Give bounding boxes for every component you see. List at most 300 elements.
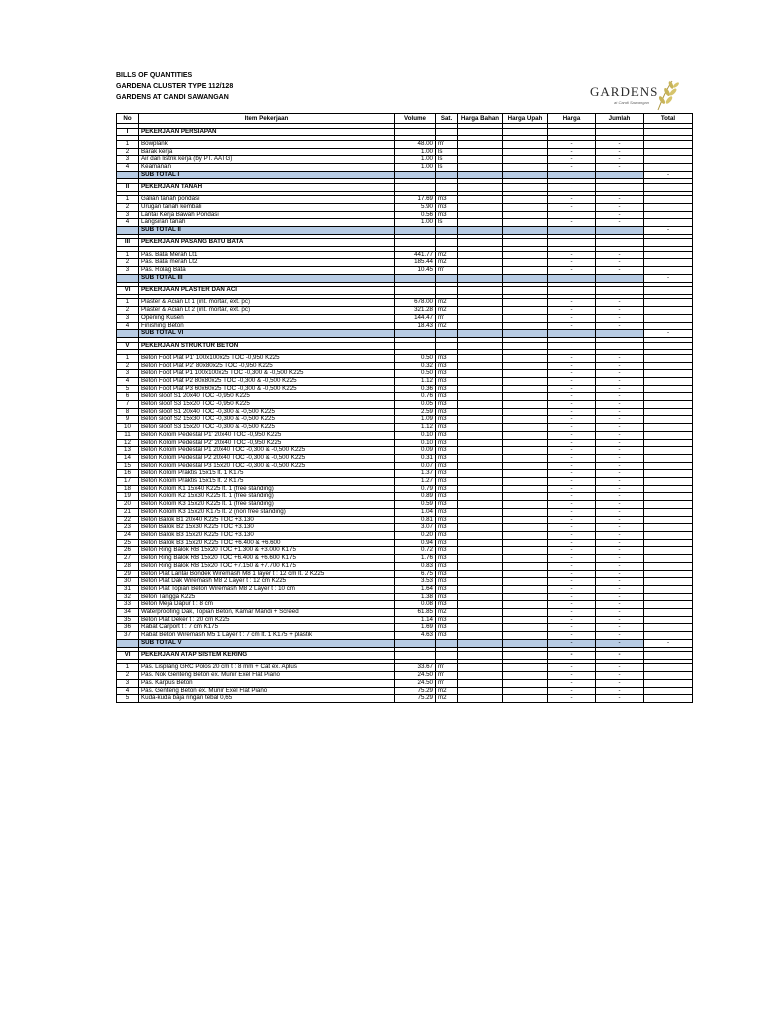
cell-harga: - [548, 652, 596, 660]
cell-jumlah: - [596, 562, 644, 570]
table-row [117, 593, 693, 601]
cell-total [644, 508, 693, 516]
cell-item: SUB TOTAL V [139, 639, 395, 647]
cell-jumlah: - [596, 624, 644, 632]
cell-harga [548, 128, 596, 136]
cell-hb [458, 462, 503, 470]
table-row [117, 578, 693, 586]
cell-harga: - [548, 322, 596, 330]
cell-hb [458, 148, 503, 156]
cell-vol: 0.50 [395, 354, 436, 362]
cell-vol [395, 239, 436, 247]
cell-jumlah: - [596, 664, 644, 672]
cell-hb [458, 259, 503, 267]
cell-no: 3 [117, 156, 139, 164]
cell-hu [503, 354, 548, 362]
cell-hu [503, 307, 548, 315]
cell-total [644, 431, 693, 439]
cell-hu [503, 164, 548, 172]
cell-vol: 0.36 [395, 385, 436, 393]
doc-location: GARDENS AT CANDI SAWANGAN [116, 94, 229, 101]
section-row [117, 652, 693, 660]
cell-total [644, 585, 693, 593]
cell-harga: - [548, 616, 596, 624]
cell-hu [503, 239, 548, 247]
table-row [117, 439, 693, 447]
cell-no [117, 330, 139, 338]
cell-vol [395, 128, 436, 136]
cell-harga [548, 171, 596, 179]
cell-item: PEKERJAAN PERSIAPAN [139, 128, 395, 136]
cell-item: Barak kerja [139, 148, 395, 156]
cell-vol: 1.04 [395, 508, 436, 516]
cell-no: I [117, 128, 139, 136]
cell-sat: m' [436, 314, 458, 322]
cell-jumlah: - [596, 508, 644, 516]
table-row [117, 664, 693, 672]
cell-jumlah: - [596, 211, 644, 219]
cell-item: Beton Kolom K1 15x40 K225 lt. 1 (free standing) [139, 485, 395, 493]
cell-jumlah: - [596, 251, 644, 259]
cell-no: 1 [117, 664, 139, 672]
cell-hu [503, 439, 548, 447]
table-row [117, 393, 693, 401]
cell-total [644, 439, 693, 447]
cell-sat: m3 [436, 211, 458, 219]
cell-item: Waterproofing Dak, Topian Beton, Kamar Mandi + Screed [139, 609, 395, 617]
cell-sat: m3 [436, 462, 458, 470]
cell-no: 21 [117, 508, 139, 516]
cell-item: Pas. Rolag Bata [139, 267, 395, 275]
cell-sat [436, 227, 458, 235]
cell-no: 1 [117, 140, 139, 148]
cell-hu [503, 227, 548, 235]
cell-no: 2 [117, 148, 139, 156]
cell-sat: ls [436, 219, 458, 227]
cell-hb [458, 454, 503, 462]
cell-jumlah: - [596, 140, 644, 148]
cell-harga: - [548, 439, 596, 447]
cell-no: 9 [117, 416, 139, 424]
cell-sat [436, 184, 458, 192]
cell-vol: 321.28 [395, 307, 436, 315]
cell-item: Beton Meja Dapur t : 8 cm [139, 601, 395, 609]
cell-hb [458, 140, 503, 148]
cell-jumlah: - [596, 454, 644, 462]
cell-hu [503, 342, 548, 350]
cell-total [644, 408, 693, 416]
cell-item: Beton Kolom Pedestal P2 20x40 TOC -0,300 & -0,500 K225 [139, 454, 395, 462]
cell-hb [458, 501, 503, 509]
cell-item: SUB TOTAL III [139, 274, 395, 282]
cell-no: 3 [117, 370, 139, 378]
cell-sat: m3 [436, 616, 458, 624]
cell-harga: - [548, 555, 596, 563]
cell-hb [458, 431, 503, 439]
cell-total [644, 478, 693, 486]
cell-vol: 0.76 [395, 393, 436, 401]
table-row [117, 462, 693, 470]
cell-vol: 1.12 [395, 424, 436, 432]
cell-vol: 0.09 [395, 447, 436, 455]
cell-vol: 0.83 [395, 562, 436, 570]
cell-hu [503, 128, 548, 136]
cell-hu [503, 664, 548, 672]
cell-no: 16 [117, 470, 139, 478]
cell-vol: 0.07 [395, 462, 436, 470]
cell-jumlah [596, 342, 644, 350]
cell-total [644, 211, 693, 219]
cell-hu [503, 652, 548, 660]
cell-harga: - [548, 416, 596, 424]
cell-total [644, 377, 693, 385]
cell-jumlah: - [596, 652, 644, 660]
cell-vol: 61.85 [395, 609, 436, 617]
cell-sat: m3 [436, 593, 458, 601]
cell-hb [458, 470, 503, 478]
cell-sat: m3 [436, 562, 458, 570]
cell-item: Rabat Beton Wiremash M5 1 Layer t : 7 cm lt. 1 K175 + plastik [139, 632, 395, 640]
cell-item: Plaster & Acian Lt 1 (int. mortar, ext. pc) [139, 299, 395, 307]
cell-hu [503, 377, 548, 385]
cell-hu [503, 204, 548, 212]
cell-hb [458, 377, 503, 385]
cell-no: 7 [117, 401, 139, 409]
cell-jumlah [596, 287, 644, 295]
cell-harga: - [548, 562, 596, 570]
cell-item: Beton sloof S1 20x40 TOC -0,300 & -0,500 K225 [139, 408, 395, 416]
cell-hb [458, 211, 503, 219]
cell-vol [395, 227, 436, 235]
cell-jumlah: - [596, 307, 644, 315]
cell-total [644, 370, 693, 378]
cell-item: Beton Kolom Pedestal P1' 20x40 TOC -0,950 K225 [139, 431, 395, 439]
cell-hb [458, 555, 503, 563]
cell-hu [503, 624, 548, 632]
cell-harga: - [548, 447, 596, 455]
cell-jumlah: - [596, 424, 644, 432]
cell-sat: m3 [436, 393, 458, 401]
cell-total [644, 196, 693, 204]
cell-hu [503, 462, 548, 470]
cell-sat [436, 239, 458, 247]
cell-hu [503, 184, 548, 192]
cell-hu [503, 251, 548, 259]
cell-sat: m3 [436, 485, 458, 493]
cell-sat [436, 287, 458, 295]
cell-hb [458, 570, 503, 578]
cell-item: PEKERJAAN PLASTER DAN ACI [139, 287, 395, 295]
cell-no: 1 [117, 196, 139, 204]
cell-jumlah: - [596, 570, 644, 578]
cell-no: 13 [117, 447, 139, 455]
cell-harga: - [548, 632, 596, 640]
cell-item: Beton Kolom Praktis 15x15 lt. 1 K175 [139, 470, 395, 478]
cell-sat: m3 [436, 478, 458, 486]
cell-jumlah: - [596, 354, 644, 362]
cell-hu [503, 299, 548, 307]
cell-jumlah: - [596, 416, 644, 424]
cell-harga [548, 274, 596, 282]
table-row [117, 524, 693, 532]
cell-sat: m3 [436, 547, 458, 555]
cell-harga: - [548, 251, 596, 259]
cell-jumlah: - [596, 555, 644, 563]
cell-no: 22 [117, 516, 139, 524]
cell-harga: - [548, 314, 596, 322]
cell-hb [458, 370, 503, 378]
cell-hu [503, 424, 548, 432]
cell-hu [503, 287, 548, 295]
cell-vol: 24.50 [395, 672, 436, 680]
cell-total [644, 485, 693, 493]
cell-sat: m' [436, 267, 458, 275]
cell-no: 4 [117, 687, 139, 695]
cell-item: Kuda-kuda baja ringan tebal 0,65 [139, 695, 395, 703]
cell-vol [395, 274, 436, 282]
cell-harga: - [548, 354, 596, 362]
logo-name: GARDENS [590, 84, 659, 99]
cell-item: Beton Kolom Praktis 15x15 lt. 2 K175 [139, 478, 395, 486]
table-row [117, 679, 693, 687]
cell-harga: - [548, 140, 596, 148]
table-row [117, 585, 693, 593]
col-item: Item Pekerjaan [139, 114, 395, 124]
cell-item: Pas. Karpus Beton [139, 679, 395, 687]
cell-harga: - [548, 672, 596, 680]
cell-sat: m3 [436, 501, 458, 509]
cell-item: PEKERJAAN TANAH [139, 184, 395, 192]
section-row [117, 342, 693, 350]
cell-no: 5 [117, 385, 139, 393]
cell-item: Rabat Carport t : 7 cm K175 [139, 624, 395, 632]
cell-vol: 1.27 [395, 478, 436, 486]
cell-no: 24 [117, 531, 139, 539]
section-row [117, 239, 693, 247]
cell-harga [548, 287, 596, 295]
cell-vol: 75.29 [395, 695, 436, 703]
cell-no: 2 [117, 259, 139, 267]
cell-total [644, 140, 693, 148]
table-row [117, 508, 693, 516]
cell-jumlah: - [596, 585, 644, 593]
cell-item: Galian tanah pondasi [139, 196, 395, 204]
cell-sat: m3 [436, 454, 458, 462]
cell-harga: - [548, 196, 596, 204]
cell-sat: m2 [436, 259, 458, 267]
cell-vol: 75.29 [395, 687, 436, 695]
cell-sat: m3 [436, 524, 458, 532]
cell-no: 33 [117, 601, 139, 609]
cell-hu [503, 485, 548, 493]
cell-harga: - [548, 585, 596, 593]
cell-hb [458, 156, 503, 164]
cell-vol: 1.69 [395, 624, 436, 632]
table-row [117, 385, 693, 393]
cell-hb [458, 204, 503, 212]
cell-hb [458, 314, 503, 322]
cell-sat: m3 [436, 539, 458, 547]
cell-harga: - [548, 424, 596, 432]
cell-vol: 18.43 [395, 322, 436, 330]
cell-hb [458, 128, 503, 136]
cell-item: Beton Balok B3 15x20 K225 TOC +3.130 [139, 531, 395, 539]
cell-sat: m3 [436, 555, 458, 563]
cell-item: PEKERJAAN STRUKTUR BETON [139, 342, 395, 350]
cell-harga: - [548, 570, 596, 578]
cell-no: 18 [117, 485, 139, 493]
cell-sat: m3 [436, 204, 458, 212]
cell-sat: m3 [436, 493, 458, 501]
cell-harga: - [548, 408, 596, 416]
cell-total [644, 501, 693, 509]
cell-total [644, 267, 693, 275]
cell-no [117, 274, 139, 282]
cell-hu [503, 524, 548, 532]
cell-no: 15 [117, 462, 139, 470]
cell-hb [458, 562, 503, 570]
cell-no: VI [117, 287, 139, 295]
cell-vol: 1.00 [395, 164, 436, 172]
table-row [117, 377, 693, 385]
cell-vol: 0.08 [395, 601, 436, 609]
cell-sat: m2 [436, 609, 458, 617]
cell-no: 27 [117, 555, 139, 563]
cell-item: Beton Kolom Pedestal P3 15x20 TOC -0,300 & -0,500 K225 [139, 462, 395, 470]
cell-hb [458, 695, 503, 703]
table-row [117, 547, 693, 555]
cell-vol: 0.94 [395, 539, 436, 547]
cell-jumlah: - [596, 501, 644, 509]
cell-harga: - [548, 267, 596, 275]
cell-vol [395, 330, 436, 338]
table-row [117, 322, 693, 330]
cell-jumlah: - [596, 322, 644, 330]
col-volume: Volume [395, 114, 436, 124]
cell-hb [458, 287, 503, 295]
table-row [117, 454, 693, 462]
cell-item: Beton Kolom K3 15x20 K175 lt. 2 (non free standing) [139, 508, 395, 516]
table-row [117, 424, 693, 432]
cell-harga: - [548, 204, 596, 212]
table-row [117, 562, 693, 570]
cell-total [644, 148, 693, 156]
cell-jumlah: - [596, 470, 644, 478]
cell-vol: 1.38 [395, 593, 436, 601]
cell-item: Beton sloof S1 20x40 TOC -0,950 K225 [139, 393, 395, 401]
table-row [117, 401, 693, 409]
cell-item: SUB TOTAL VI [139, 330, 395, 338]
table-row [117, 314, 693, 322]
cell-sat [436, 652, 458, 660]
table-row [117, 616, 693, 624]
cell-item: Beton Plat Dak Wiremash M8 2 Layer t : 12 cm K225 [139, 578, 395, 586]
cell-item: Beton Kolom K2 15x30 K225 lt. 1 (free standing) [139, 493, 395, 501]
cell-hu [503, 695, 548, 703]
cell-no: 32 [117, 593, 139, 601]
cell-hb [458, 485, 503, 493]
cell-hb [458, 679, 503, 687]
cell-hu [503, 508, 548, 516]
cell-item: Pas. Genteng Beton ex. Munir Exel Flat Piano [139, 687, 395, 695]
cell-jumlah: - [596, 578, 644, 586]
cell-jumlah: - [596, 156, 644, 164]
cell-vol: 0.10 [395, 439, 436, 447]
cell-total: - [644, 227, 693, 235]
subtotal-row [117, 330, 693, 338]
cell-hb [458, 687, 503, 695]
cell-vol: 0.32 [395, 362, 436, 370]
cell-hu [503, 578, 548, 586]
cell-hu [503, 687, 548, 695]
cell-vol: 5.90 [395, 204, 436, 212]
col-amount: Jumlah [596, 114, 644, 124]
cell-total [644, 342, 693, 350]
cell-jumlah: - [596, 447, 644, 455]
cell-sat: m3 [436, 354, 458, 362]
cell-no: VI [117, 652, 139, 660]
cell-sat [436, 342, 458, 350]
cell-harga: - [548, 531, 596, 539]
table-row [117, 307, 693, 315]
cell-hu [503, 639, 548, 647]
cell-vol: 1.12 [395, 377, 436, 385]
cell-vol: 10.45 [395, 267, 436, 275]
cell-total [644, 624, 693, 632]
cell-sat [436, 274, 458, 282]
cell-hb [458, 632, 503, 640]
doc-project: GARDENA CLUSTER TYPE 112/128 [116, 83, 234, 90]
cell-vol [395, 184, 436, 192]
cell-jumlah [596, 171, 644, 179]
cell-hu [503, 322, 548, 330]
cell-hb [458, 524, 503, 532]
cell-jumlah: - [596, 485, 644, 493]
cell-total [644, 416, 693, 424]
cell-harga: - [548, 516, 596, 524]
cell-item: Finishing Beton [139, 322, 395, 330]
cell-hu [503, 447, 548, 455]
cell-hu [503, 555, 548, 563]
cell-item: PEKERJAAN ATAP SISTEM KERING [139, 652, 395, 660]
cell-hu [503, 570, 548, 578]
cell-item: SUB TOTAL II [139, 227, 395, 235]
cell-hu [503, 601, 548, 609]
cell-jumlah: - [596, 531, 644, 539]
cell-hb [458, 164, 503, 172]
cell-no: II [117, 184, 139, 192]
cell-hb [458, 408, 503, 416]
cell-hb [458, 539, 503, 547]
cell-sat: m2 [436, 307, 458, 315]
cell-jumlah: - [596, 516, 644, 524]
cell-hb [458, 239, 503, 247]
cell-harga: - [548, 219, 596, 227]
cell-total [644, 447, 693, 455]
cell-vol: 1.00 [395, 148, 436, 156]
cell-jumlah: - [596, 377, 644, 385]
cell-hu [503, 632, 548, 640]
cell-sat: m3 [436, 578, 458, 586]
cell-hb [458, 478, 503, 486]
cell-jumlah: - [596, 393, 644, 401]
cell-hb [458, 322, 503, 330]
cell-jumlah: - [596, 632, 644, 640]
cell-harga: - [548, 454, 596, 462]
cell-jumlah: - [596, 539, 644, 547]
table-row [117, 570, 693, 578]
cell-vol: 1.00 [395, 219, 436, 227]
